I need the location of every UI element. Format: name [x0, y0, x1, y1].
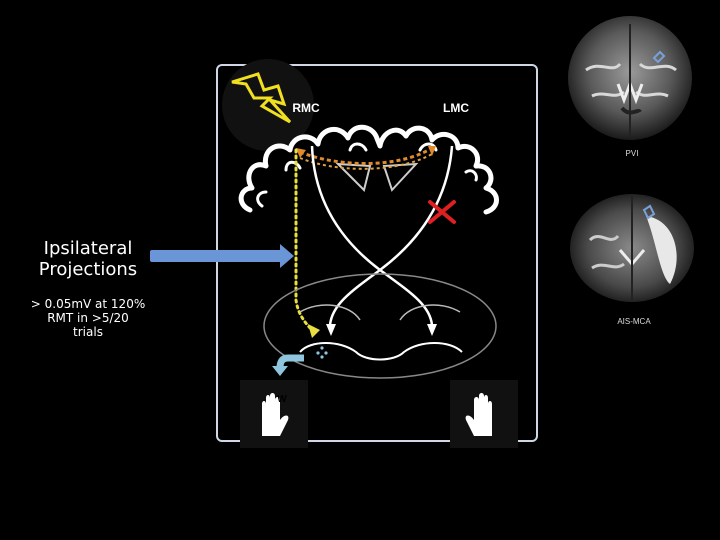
criteria-line-3: trials — [73, 325, 103, 339]
criteria-line-1: > 0.05mV at 120% — [30, 297, 146, 311]
ipsilateral-dotted-path — [296, 150, 314, 332]
rmc-label: RMC — [292, 101, 320, 115]
ipsilateral-projections-title — [18, 238, 158, 280]
tract-arrowhead-left — [326, 324, 336, 336]
threshold-criteria — [18, 297, 158, 339]
gray-matter — [300, 343, 462, 360]
left-corticospinal-tract — [330, 146, 452, 325]
pointer-arrow-head — [280, 244, 294, 268]
dorsal-horns — [300, 305, 460, 320]
pointer-arrow-shaft — [150, 250, 282, 262]
mri-bottom-caption: AIS-MCA — [617, 317, 651, 326]
criteria-line-2: RMT in >5/20 — [47, 311, 129, 325]
mri-top-caption: PVI — [625, 149, 639, 158]
ipsilateral-arrowhead — [308, 324, 320, 338]
title-line-1: Ipsilateral — [43, 238, 133, 259]
spinal-cord-outline — [264, 274, 496, 378]
hand-label: W — [277, 394, 287, 405]
right-corticospinal-tract — [312, 146, 432, 325]
mri-bottom-image — [570, 194, 694, 302]
title-line-2: Projections — [38, 259, 138, 280]
tract-arrowhead-right — [427, 324, 437, 336]
mri-top-image — [568, 16, 692, 140]
lmc-label: LMC — [443, 101, 469, 115]
hand-output-arrowhead — [272, 366, 288, 376]
